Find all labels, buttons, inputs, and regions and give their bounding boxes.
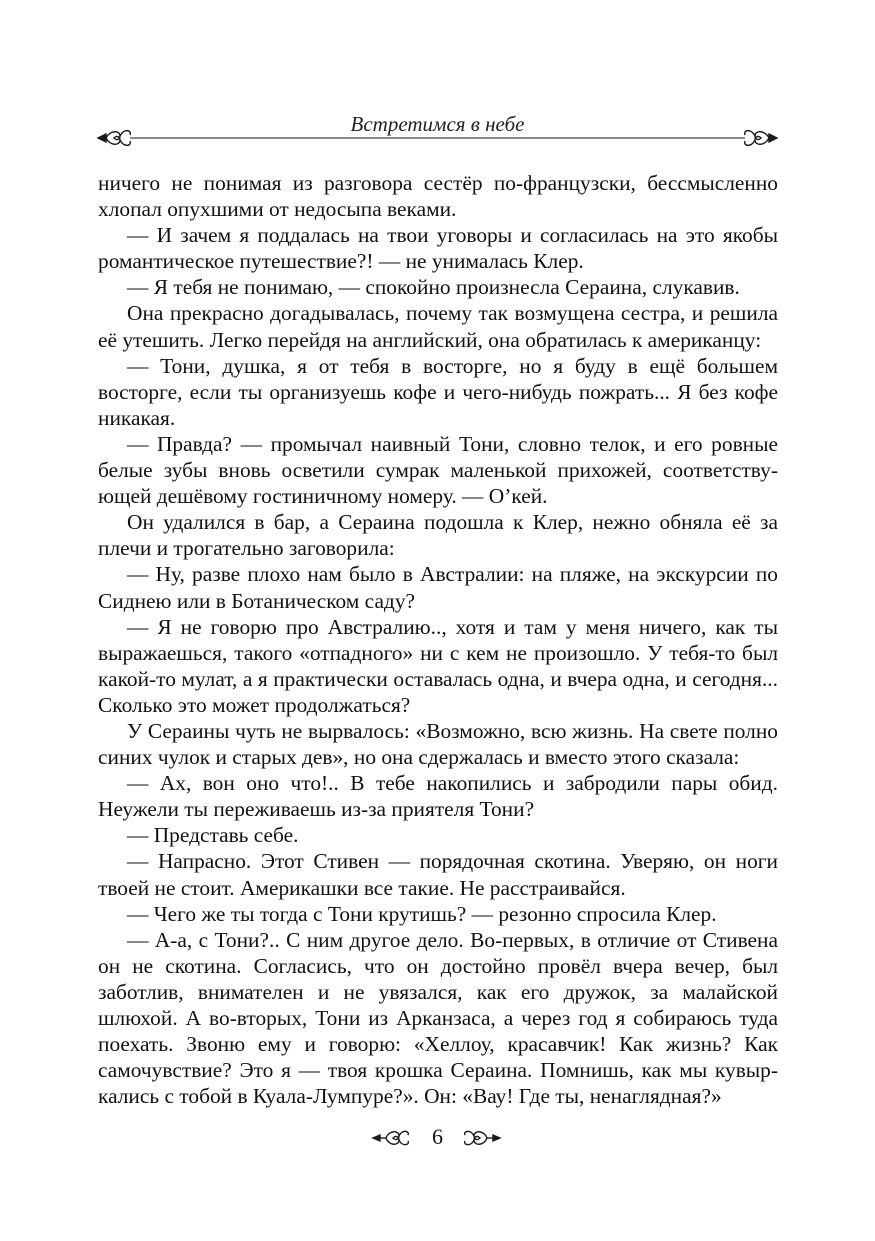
paragraph: Она прекрасно догадывалась, почему так возмущена сестра, и решила её утешить. Легко перейдя на английский, она обратилась к американцу:	[98, 301, 778, 352]
paragraph: Он удалился в бар, а Сераина подошла к Клер, нежно обняла её за плечи и трогательно заговорила:	[98, 510, 778, 561]
paragraph: — Правда? — промычал наивный Тони, словно телок, и его ровные белые зубы вновь осветили сумрак маленькой прихожей, соответствующей дешёвому гостиничному номеру. — О’кей.	[98, 431, 778, 509]
paragraph: — Я не говорю про Австралию.., хотя и там у меня ничего, как ты выражаешься, такого «отпадного» ни с кем не произошло. У тебя-то был какой-то мулат, а я практически оставалась одна, и вчера одна, и сегодня... Сколько это может продолжаться?	[98, 614, 778, 717]
paragraph: ничего не понимая из разговора сестёр по-французски, бессмысленно хлопал опухшими от недосыпа веками.	[98, 171, 778, 222]
paragraph: — Представь себе.	[127, 823, 299, 848]
paragraph: — И зачем я поддалась на твои уговоры и согласилась на это якобы романтическое путешествие?! — не унималась Клер.	[98, 223, 778, 274]
body-text	[98, 170, 778, 1109]
left-flourish-icon	[98, 131, 130, 146]
paragraph: — А-а, с Тони?.. С ним другое дело. Во-первых, в отличие от Стивена он не скотина. Согласись, что он достойно провёл вчера вечер, был заботлив, внимателен и не увязался, как его дружок, за малайской шлюхой. А во-вторых, Тони из Арканзаса, а через год я собираюсь туда поехать. Звоню ему и говорю: «Хеллоу, красавчик! Как жизнь? Как самочувствие? Это я — твоя крошка Сераина. Помнишь, как мы кувыркались с тобой в Куала-Лумпуре?». Он: «Вау! Где ты, ненаглядная?»	[98, 927, 778, 1109]
paragraph: — Чего же ты тогда с Тони крутишь? — резонно спросила Клер.	[127, 901, 717, 926]
right-flourish-icon	[745, 131, 777, 146]
paragraph: У Сераины чуть не вырвалось: «Возможно, всю жизнь. На свете полно синих чулок и старых дев», но она сдержалась и вместо этого сказала:	[98, 718, 778, 770]
paragraph: — Ну, разве плохо нам было в Австралии: на пляже, на экскурсии по Сиднею или в Ботаническом саду?	[98, 562, 778, 613]
paragraph: — Напрасно. Этот Стивен — порядочная скотина. Уверяю, он ноги твоей не стоит. Америкашки все такие. Не расстраивайся.	[98, 849, 778, 900]
paragraph: — Я тебя не понимаю, — спокойно произнесла Сераина, слукавив.	[127, 275, 740, 300]
running-title: Встретимся в небе	[350, 112, 525, 136]
paragraph: — Тони, душка, я от тебя в восторге, но я буду в ещё большем восторге, если ты организуешь кофе и чего-нибудь пожрать... Я без кофе никакая.	[98, 353, 778, 430]
paragraph: — Ах, вон оно что!.. В тебе накопились и забродили пары обид. Неужели ты переживаешь из-за приятеля Тони?	[98, 771, 778, 822]
header-ornament-rule	[96, 124, 779, 152]
page-number: 6	[432, 1124, 443, 1149]
